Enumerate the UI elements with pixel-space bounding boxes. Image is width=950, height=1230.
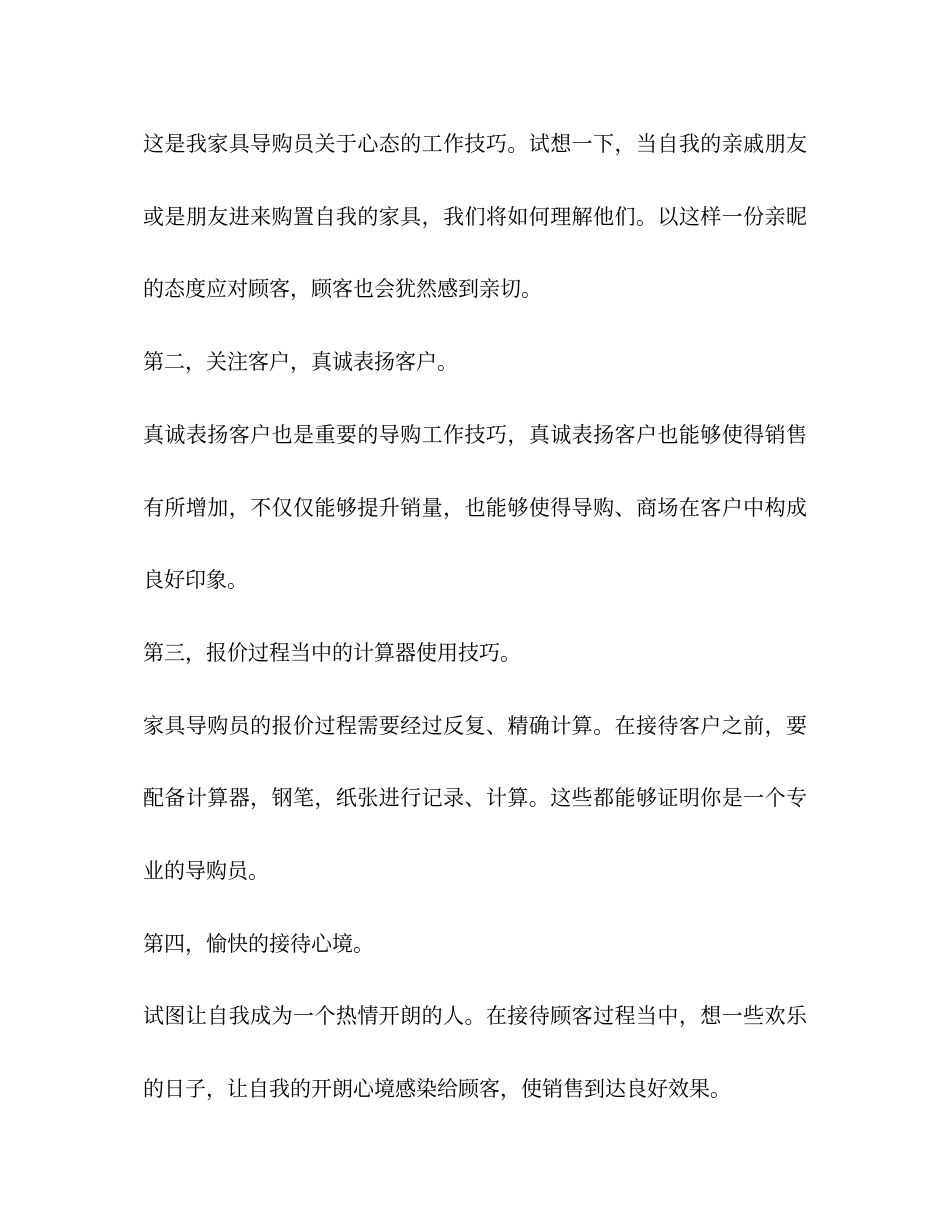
paragraph-third: 家具导购员的报价过程需要经过反复、精确计算。在接待客户之前，要配备计算器，钢笔，纸张进行记录、计算。这些都能够证明你是一个专业的导购员。: [143, 713, 807, 884]
heading-second: 第二，关注客户，真诚表扬客户。: [143, 350, 458, 375]
document-body: [143, 108, 807, 1126]
paragraph-intro: 这是我家具导购员关于心态的工作技巧。试想一下，当自我的亲戚朋友或是朋友进来购置自我的家具，我们将如何理解他们。以这样一份亲昵的态度应对顾客，顾客也会犹然感到亲切。: [143, 132, 807, 302]
paragraph-second: 真诚表扬客户也是重要的导购工作技巧，真诚表扬客户也能够使得销售有所增加，不仅仅能够提升销量，也能够使得导购、商场在客户中构成良好印象。: [143, 422, 807, 593]
paragraph-fourth: 试图让自我成为一个热情开朗的人。在接待顾客过程当中，想一些欢乐的日子，让自我的开朗心境感染给顾客，使销售到达良好效果。: [143, 1004, 807, 1102]
heading-fourth: 第四，愉快的接待心境。: [143, 931, 374, 956]
heading-third: 第三，报价过程当中的计算器使用技巧。: [143, 640, 521, 665]
